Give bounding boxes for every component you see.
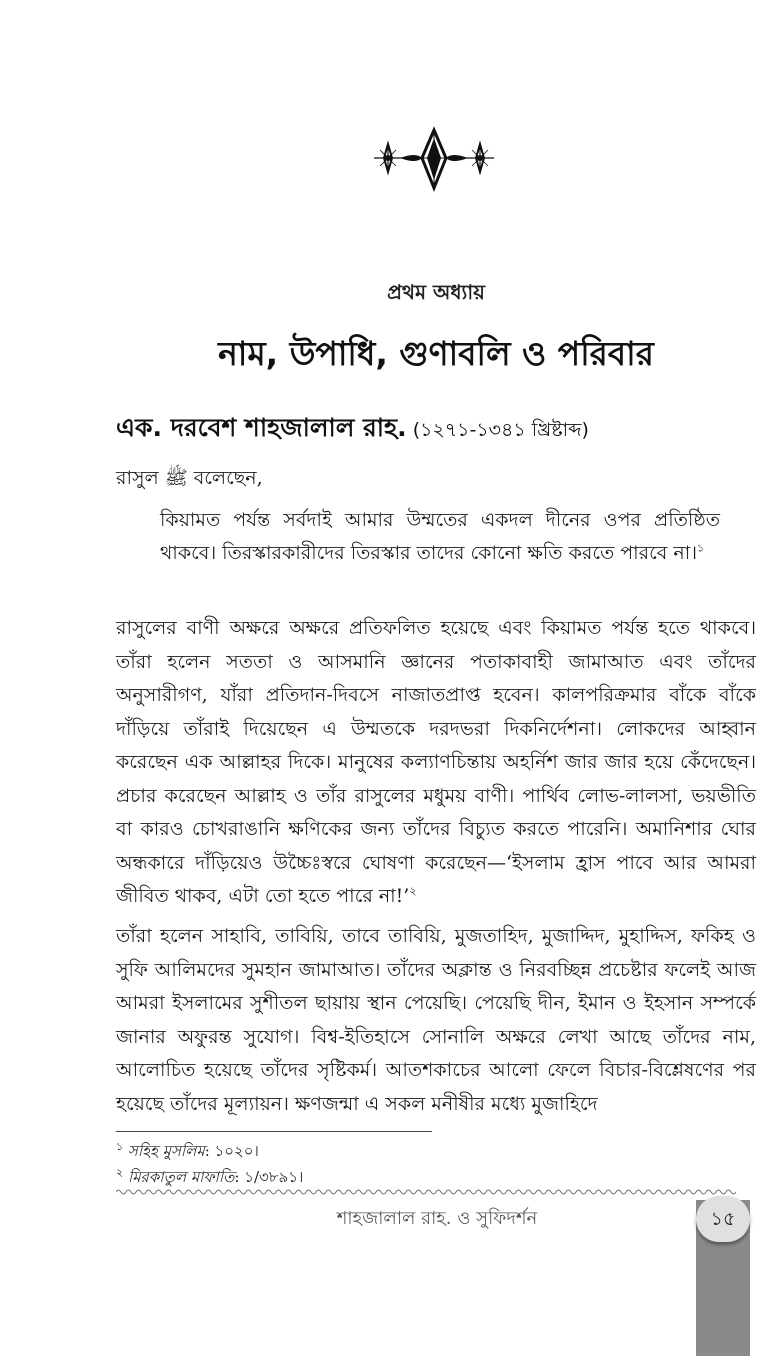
body-paragraph-2	[116, 920, 756, 1121]
footnotes	[116, 1138, 716, 1190]
hadith-quote-text: কিয়ামত পর্যন্ত সর্বদাই আমার উম্মতের একদল দীনের ওপর প্রতিষ্ঠিত থাকবে। তিরস্কারকারীদের তিরস্কার তাদের কোনো ক্ষতি করতে পারবে না।	[160, 509, 720, 564]
footnote-source: সহিহ মুসলিম	[127, 1142, 205, 1160]
section-heading	[116, 408, 756, 451]
paragraph-text: তাঁরা হলেন সাহাবি, তাবিয়ি, তাবে তাবিয়ি, মুজতাহিদ, মুজাদ্দিদ, মুহাদ্দিস, ফকিহ ও সুফি আলিমদের সুমহান জামাআত। তাঁদের অক্লান্ত ও নিরবচ্ছিন্ন প্রচেষ্টার ফলেই আজ আমরা ইসলামের সুশীতল ছায়ায় স্থান পেয়েছি। পেয়েছি দীন, ইমান ও ইহসান সম্পর্কে জানার অফুরন্ত সুযোগ। বিশ্ব-ইতিহাসে সোনালি অক্ষরে লেখা আছে তাঁদের নাম, আলোচিত হয়েছে তাঁদের সৃষ্টিকর্ম। আতশকাচের আলো ফেলে বিচার-বিশ্লেষণের পর হয়েছে তাঁদের মূল্যায়ন। ক্ষণজন্মা এ সকল মনীষীর মধ্যে মুজাহিদে	[116, 925, 756, 1115]
hadith-quote	[160, 504, 720, 570]
section-heading-title: এক. দরবেশ শাহজালাল রাহ.	[116, 413, 407, 442]
footnote-detail: : ১০২০।	[204, 1142, 259, 1160]
diamond-stars-ornament-icon	[360, 126, 508, 196]
running-footer-title: শাহজালাল রাহ. ও সুফিদর্শন	[336, 1208, 538, 1229]
footnote-divider	[116, 1131, 432, 1132]
footnote-detail: : ১/৩৮৯১।	[234, 1168, 304, 1186]
footnote-number: ১	[116, 1140, 124, 1153]
body-paragraph-1	[116, 612, 756, 914]
footnote-2	[116, 1164, 716, 1190]
paragraph-text: রাসুলের বাণী অক্ষরে অক্ষরে প্রতিফলিত হয়েছে এবং কিয়ামত পর্যন্ত হতে থাকবে। তাঁরা হলেন সততা ও আসমানি জ্ঞানের পতাকাবাহী জামাআত এবং তাঁদের অনুসারীগণ, যাঁরা প্রতিদান-দিবসে নাজাতপ্রাপ্ত হবেন। কালপরিক্রমার বাঁকে বাঁকে দাঁড়িয়ে তাঁরাই দিয়েছেন এ উম্মতকে দরদভরা দিকনির্দেশনা। লোকদের আহ্বান করেছেন এক আল্লাহর দিকে। মানুষের কল্যাণচিন্তায় অহর্নিশ জার জার হয়ে কেঁদেছেন। প্রচার করেছেন আল্লাহ ও তাঁর রাসুলের মধুময় বাণী। পার্থিব লোভ-লালসা, ভয়ভীতি বা কারও চোখরাঙানি ক্ষণিকের জন্য তাঁদের বিচ্যুত করতে পারেনি। অমানিশার ঘোর অন্ধকারে দাঁড়িয়েও উচ্চৈঃস্বরে ঘোষণা করেছেন—‘ইসলাম হ্রাস পাবে আর আমরা জীবিত থাকব, এটা তো হতে পারে না!’	[116, 617, 756, 907]
footnote-ref-2: ২	[409, 884, 417, 898]
chapter-title: নাম, উপাধি, গুণাবলি ও পরিবার	[218, 334, 654, 373]
section-heading-years: (১২৭১-১৩৪১ খ্রিষ্টাব্দ)	[412, 419, 589, 441]
chapter-label: প্রথম অধ্যায়	[387, 280, 485, 304]
footnote-source: মিরকাতুল মাফাতি	[127, 1168, 235, 1186]
footnote-ref-1: ১	[697, 541, 705, 555]
footnote-1	[116, 1138, 716, 1164]
page-number: ১৫	[710, 1208, 736, 1230]
intro-line: রাসুল ﷺ বলেছেন,	[116, 467, 263, 489]
footer-wavy-divider	[116, 1188, 736, 1196]
footnote-number: ২	[116, 1166, 124, 1179]
